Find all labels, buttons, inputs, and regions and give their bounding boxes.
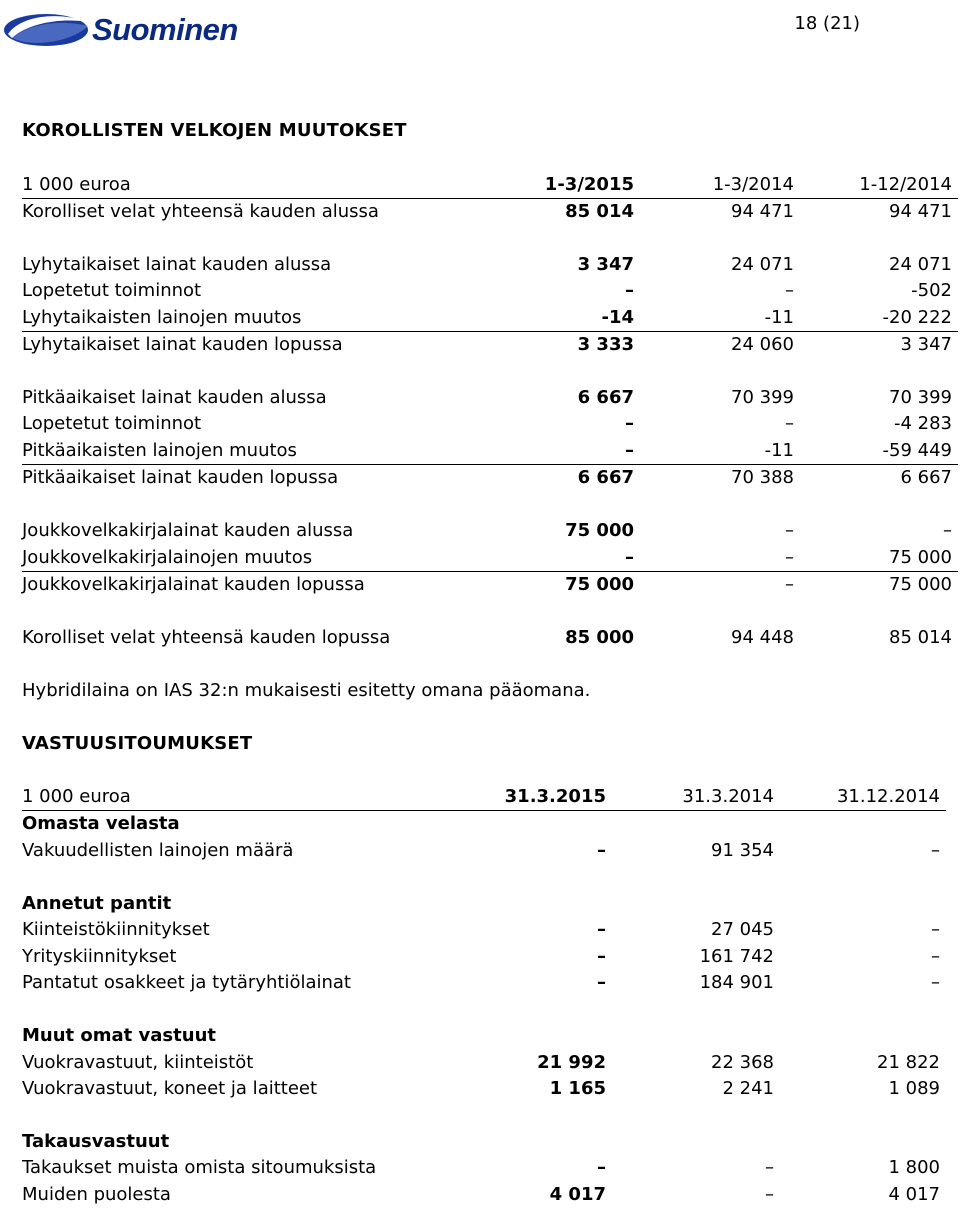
row-value: 3 347 — [577, 254, 634, 275]
table-row — [22, 440, 958, 464]
row-label: Korolliset velat yhteensä kauden lopussa — [22, 627, 391, 648]
row-value: 21 822 — [877, 1052, 940, 1073]
divider — [22, 331, 958, 332]
row-label: Lyhytaikaiset lainat kauden lopussa — [22, 334, 343, 355]
row-value: 161 742 — [699, 946, 774, 967]
table-row — [22, 946, 946, 970]
row-value: 75 000 — [565, 574, 634, 595]
row-value: 21 992 — [537, 1052, 606, 1073]
table-row — [22, 1052, 946, 1076]
row-value: 6 667 — [577, 467, 634, 488]
row-value: – — [785, 547, 794, 568]
section-heading: Omasta velasta — [22, 813, 180, 834]
commitments-column-header-row — [22, 786, 946, 810]
row-label: Lyhytaikaisten lainojen muutos — [22, 307, 302, 328]
row-value: 70 399 — [731, 387, 794, 408]
row-value: 85 014 — [565, 201, 634, 222]
table-row — [22, 547, 958, 571]
section-heading: Annetut pantit — [22, 893, 172, 914]
debts-column-header-row — [22, 174, 958, 198]
row-label: Lopetetut toiminnot — [22, 413, 202, 434]
table-row — [22, 387, 958, 411]
debts-unit-label: 1 000 euroa — [22, 174, 131, 195]
row-value: 1 800 — [888, 1157, 940, 1178]
row-value: 24 071 — [731, 254, 794, 275]
commitments-column-header: 31.3.2015 — [504, 786, 606, 807]
table-row — [22, 307, 958, 331]
divider — [22, 198, 958, 199]
row-value: 75 000 — [889, 574, 952, 595]
row-label: Takaukset muista omista sitoumuksista — [22, 1157, 377, 1178]
row-value: – — [765, 1157, 774, 1178]
row-value: -20 222 — [882, 307, 952, 328]
debts-column-header: 1-3/2015 — [544, 174, 634, 195]
commitments-column-header: 31.12.2014 — [836, 786, 940, 807]
debts-note: Hybridilaina on IAS 32:n mukaisesti esitetty omana pääomana. — [22, 680, 591, 701]
row-label: Korolliset velat yhteensä kauden alussa — [22, 201, 379, 222]
table-row — [22, 201, 958, 225]
table-row — [22, 280, 958, 304]
row-value: 6 667 — [577, 387, 634, 408]
row-value: – — [625, 413, 634, 434]
row-value: 75 000 — [889, 547, 952, 568]
row-value: – — [597, 1157, 606, 1178]
row-value: 4 017 — [888, 1184, 940, 1205]
row-value: 1 165 — [549, 1078, 606, 1099]
row-value: – — [931, 919, 940, 940]
row-label: Joukkovelkakirjalainojen muutos — [22, 547, 313, 568]
table-row — [22, 840, 946, 864]
table-row — [22, 919, 946, 943]
row-value: 85 000 — [565, 627, 634, 648]
row-value: -4 283 — [893, 413, 952, 434]
commitments-unit-label: 1 000 euroa — [22, 786, 131, 807]
divider — [22, 810, 946, 811]
table-row — [22, 254, 958, 278]
row-value: 3 347 — [900, 334, 952, 355]
debts-column-header: 1-3/2014 — [712, 174, 794, 195]
table-row — [22, 574, 958, 598]
row-value: 94 448 — [731, 627, 794, 648]
page-number: 18 (21) — [794, 13, 860, 34]
row-value: 6 667 — [900, 467, 952, 488]
commitments-title: VASTUUSITOUMUKSET — [22, 733, 253, 754]
row-value: 70 388 — [731, 467, 794, 488]
table-row — [22, 1157, 946, 1181]
debts-title: KOROLLISTEN VELKOJEN MUUTOKSET — [22, 120, 407, 141]
row-value: 1 089 — [888, 1078, 940, 1099]
commitments-column-header: 31.3.2014 — [682, 786, 774, 807]
divider — [22, 571, 958, 572]
row-value: 4 017 — [549, 1184, 606, 1205]
row-value: 94 471 — [731, 201, 794, 222]
row-label: Vakuudellisten lainojen määrä — [22, 840, 294, 861]
row-label: Pitkäaikaiset lainat kauden alussa — [22, 387, 327, 408]
table-row — [22, 627, 958, 651]
divider — [22, 464, 958, 465]
row-value: – — [931, 840, 940, 861]
row-value: – — [625, 280, 634, 301]
row-label: Joukkovelkakirjalainat kauden lopussa — [22, 574, 365, 595]
debts-column-header: 1-12/2014 — [859, 174, 952, 195]
row-value: -14 — [601, 307, 634, 328]
section-heading: Muut omat vastuut — [22, 1025, 216, 1046]
table-row — [22, 413, 958, 437]
row-value: 24 060 — [731, 334, 794, 355]
logo-swoosh-icon — [2, 8, 92, 52]
row-value: 91 354 — [711, 840, 774, 861]
row-value: 85 014 — [889, 627, 952, 648]
row-value: 3 333 — [577, 334, 634, 355]
table-row — [22, 520, 958, 544]
row-label: Vuokravastuut, koneet ja laitteet — [22, 1078, 318, 1099]
row-label: Muiden puolesta — [22, 1184, 171, 1205]
row-label: Joukkovelkakirjalainat kauden alussa — [22, 520, 354, 541]
row-value: 94 471 — [889, 201, 952, 222]
row-value: -11 — [764, 440, 794, 461]
row-label: Lyhytaikaiset lainat kauden alussa — [22, 254, 332, 275]
row-value: – — [597, 972, 606, 993]
table-row — [22, 972, 946, 996]
logo-wordmark: Suominen — [92, 12, 238, 47]
row-value: -59 449 — [882, 440, 952, 461]
row-value: – — [597, 919, 606, 940]
row-value: – — [785, 413, 794, 434]
row-label: Pantatut osakkeet ja tytäryhtiölainat — [22, 972, 351, 993]
row-value: – — [931, 946, 940, 967]
row-label: Kiinteistökiinnitykset — [22, 919, 210, 940]
row-value: 70 399 — [889, 387, 952, 408]
table-row — [22, 467, 958, 491]
table-row — [22, 1078, 946, 1102]
row-value: – — [597, 840, 606, 861]
row-label: Yrityskiinnitykset — [22, 946, 177, 967]
row-value: – — [625, 440, 634, 461]
table-row — [22, 1184, 946, 1208]
row-label: Vuokravastuut, kiinteistöt — [22, 1052, 254, 1073]
row-value: 27 045 — [711, 919, 774, 940]
row-value: – — [943, 520, 952, 541]
row-value: 184 901 — [699, 972, 774, 993]
row-value: 2 241 — [722, 1078, 774, 1099]
table-row — [22, 334, 958, 358]
suominen-logo — [2, 8, 292, 52]
row-value: – — [785, 574, 794, 595]
row-value: -11 — [764, 307, 794, 328]
section-heading: Takausvastuut — [22, 1131, 170, 1152]
row-label: Lopetetut toiminnot — [22, 280, 202, 301]
row-value: -502 — [911, 280, 952, 301]
row-value: – — [625, 547, 634, 568]
row-value: – — [597, 946, 606, 967]
row-value: – — [765, 1184, 774, 1205]
row-value: 24 071 — [889, 254, 952, 275]
row-value: 75 000 — [565, 520, 634, 541]
row-label: Pitkäaikaiset lainat kauden lopussa — [22, 467, 339, 488]
row-value: 22 368 — [711, 1052, 774, 1073]
row-value: – — [785, 280, 794, 301]
row-value: – — [785, 520, 794, 541]
row-label: Pitkäaikaisten lainojen muutos — [22, 440, 297, 461]
row-value: – — [931, 972, 940, 993]
